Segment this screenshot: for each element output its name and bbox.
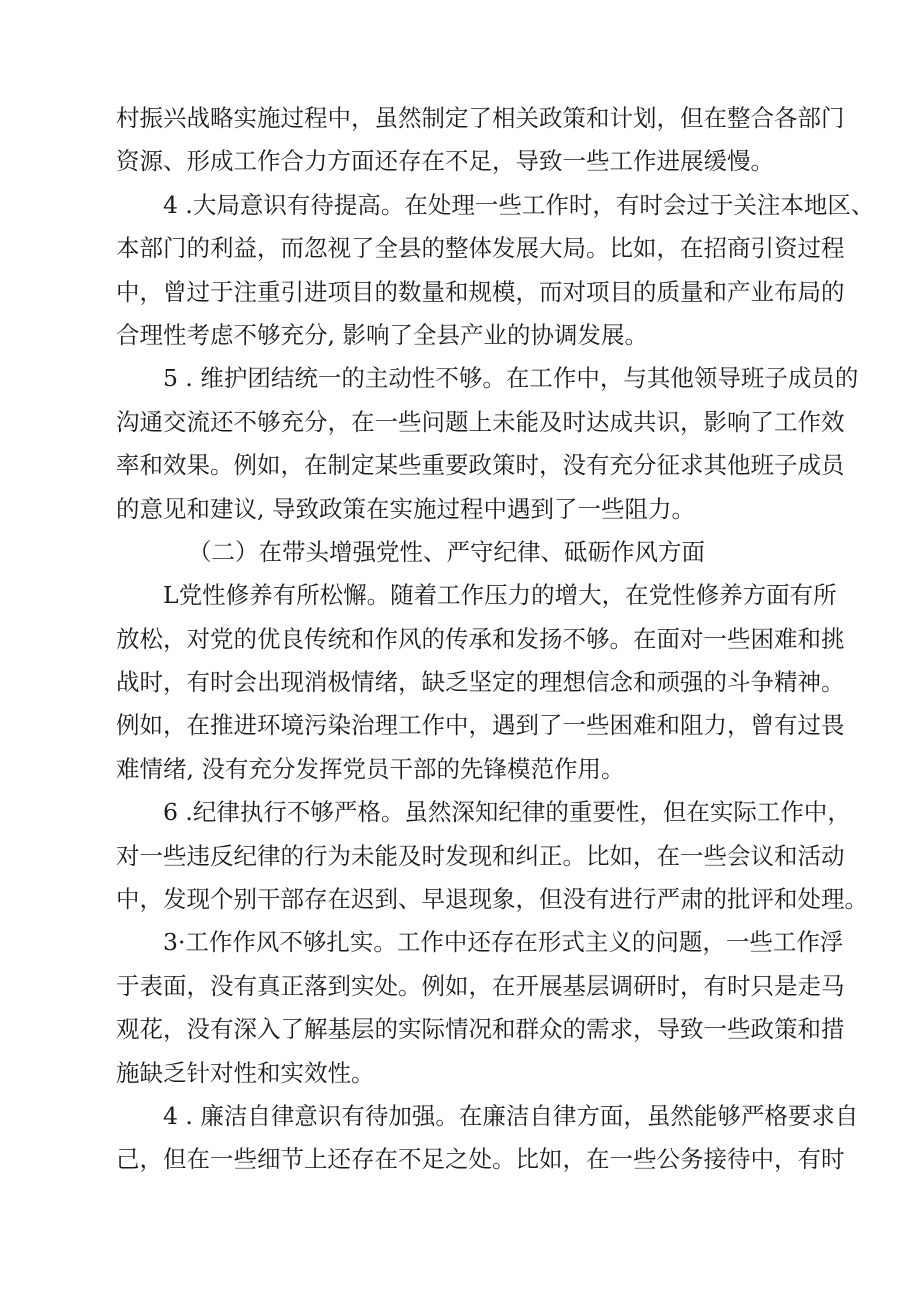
paragraph-line: 本部门的利益，而忽视了全县的整体发展大局。比如，在招商引资过程 [116, 234, 845, 263]
paragraph-line: 对一些违反纪律的行为未能及时发现和纠正。比如，在一些会议和活动 [116, 841, 845, 870]
paragraph-line: 中，曾过于注重引进项目的数量和规模，而对项目的质量和产业布局的 [116, 277, 845, 306]
section-heading: （二）在带头增强党性、严守纪律、砥砺作风方面 [188, 537, 705, 566]
paragraph-line: 难情绪, 没有充分发挥党员干部的先锋模范作用。 [116, 754, 625, 783]
paragraph-line: 中，发现个别干部存在迟到、早退现象，但没有进行严肃的批评和处理。 [116, 885, 868, 914]
paragraph-line: 沟通交流还不够充分，在一些问题上未能及时达成共识，影响了工作效 [116, 407, 845, 436]
paragraph-line: 村振兴战略实施过程中，虽然制定了相关政策和计划，但在整合各部门 [116, 104, 845, 132]
paragraph-line: L党性修养有所松懈。随着工作压力的增大，在党性修养方面有所 [163, 581, 837, 610]
paragraph-line: 资源、形成工作合力方面还存在不足，导致一些工作进展缓慢。 [116, 147, 774, 176]
paragraph-line: 于表面，没有真正落到实处。例如，在开展基层调研时，有时只是走马 [116, 971, 845, 1000]
paragraph-line: 5 . 维护团结统一的主动性不够。在工作中，与其他领导班子成员的 [163, 364, 859, 393]
paragraph-line: 观花，没有深入了解基层的实际情况和群众的需求，导致一些政策和措 [116, 1015, 845, 1044]
paragraph-line: 6 .纪律执行不够严格。虽然深知纪律的重要性，但在实际工作中， [163, 798, 851, 827]
paragraph-line: 例如，在推进环境污染治理工作中，遇到了一些困难和阻力，曾有过畏 [116, 711, 845, 740]
paragraph-line: 施缺乏针对性和实效性。 [116, 1058, 375, 1087]
paragraph-line: 4 . 廉洁自律意识有待加强。在廉洁自律方面，虽然能够严格要求自 [163, 1101, 859, 1130]
paragraph-line: 放松，对党的优良传统和作风的传承和发扬不够。在面对一些困难和挑 [116, 624, 845, 653]
paragraph-line: 己，但在一些细节上还存在不足之处。比如，在一些公务接待中，有时 [116, 1145, 845, 1174]
document-body [116, 97, 875, 1182]
paragraph-line: 战时，有时会出现消极情绪，缺乏坚定的理想信念和顽强的斗争精神。 [116, 668, 845, 697]
paragraph-line: 率和效果。例如，在制定某些重要政策时，没有充分征求其他班子成员 [116, 451, 845, 480]
paragraph-line: 合理性考虑不够充分, 影响了全县产业的协调发展。 [116, 320, 648, 349]
paragraph-line: 4 .大局意识有待提高。在处理一些工作时，有时会过于关注本地区、 [163, 190, 875, 219]
paragraph-line: 3·工作作风不够扎实。工作中还存在形式主义的问题，一些工作浮 [163, 928, 844, 957]
paragraph-line: 的意见和建议, 导致政策在实施过程中遇到了一些阻力。 [116, 494, 695, 523]
